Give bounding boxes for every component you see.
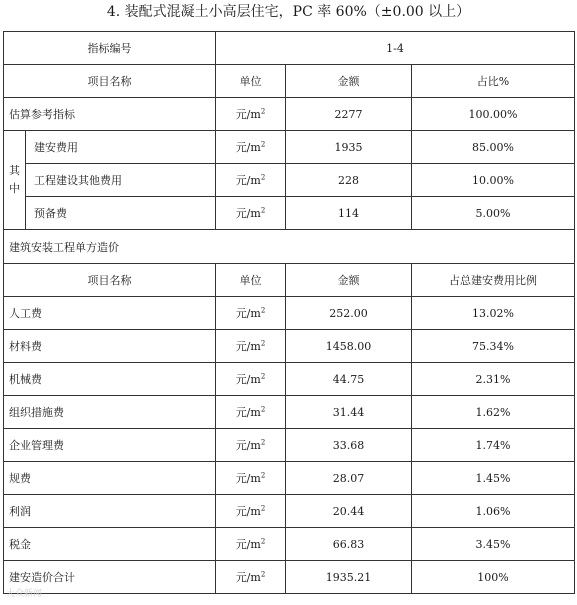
cost-item-name: 建安造价合计 bbox=[4, 561, 216, 594]
cost-item-amount: 20.44 bbox=[286, 495, 412, 528]
cost-item-unit: 元$/m^2$ bbox=[216, 462, 286, 495]
cost-item-unit: 元$/m^2$ bbox=[216, 363, 286, 396]
page-title: 4. 装配式混凝土小高层住宅，PC 率 60%（±0.00 以上） bbox=[106, 4, 471, 20]
group-row bbox=[4, 131, 575, 164]
header-unit: 单位 bbox=[216, 264, 286, 297]
cost-item-name: 税金 bbox=[4, 528, 216, 561]
group-item-unit: 元$/m^2$ bbox=[216, 197, 286, 230]
section-title-row bbox=[4, 230, 575, 264]
cost-item-unit: 元$/m^2$ bbox=[216, 429, 286, 462]
header-row-1 bbox=[4, 65, 575, 98]
cost-item-name: 规费 bbox=[4, 462, 216, 495]
cost-item-unit: 元$/m^2$ bbox=[216, 396, 286, 429]
header-row-2 bbox=[4, 264, 575, 297]
group-item-name: 建安费用 bbox=[26, 131, 216, 164]
table-row bbox=[4, 396, 575, 429]
cost-item-unit: 元$/m^2$ bbox=[216, 561, 286, 594]
cost-item-name: 企业管理费 bbox=[4, 429, 216, 462]
group-item-name: 工程建设其他费用 bbox=[26, 164, 216, 197]
table-row bbox=[4, 297, 575, 330]
estimate-ratio: 100.00% bbox=[412, 98, 575, 131]
group-item-amount: 114 bbox=[286, 197, 412, 230]
cost-item-unit: 元$/m^2$ bbox=[216, 297, 286, 330]
header-unit: 单位 bbox=[216, 65, 286, 98]
cost-item-name: 材料费 bbox=[4, 330, 216, 363]
group-row bbox=[4, 197, 575, 230]
cost-item-amount: 31.44 bbox=[286, 396, 412, 429]
estimate-row bbox=[4, 98, 575, 131]
estimate-unit: 元$/m^2$ bbox=[216, 98, 286, 131]
cost-item-unit: 元$/m^2$ bbox=[216, 495, 286, 528]
cost-item-amount: 66.83 bbox=[286, 528, 412, 561]
cost-item-ratio: 3.45% bbox=[412, 528, 575, 561]
group-item-amount: 1935 bbox=[286, 131, 412, 164]
group-item-amount: 228 bbox=[286, 164, 412, 197]
header-amount: 金额 bbox=[286, 264, 412, 297]
table-row bbox=[4, 330, 575, 363]
estimate-name: 估算参考指标 bbox=[4, 98, 216, 131]
cost-item-unit: 元$/m^2$ bbox=[216, 528, 286, 561]
cost-item-amount: 252.00 bbox=[286, 297, 412, 330]
header-name: 项目名称 bbox=[4, 65, 216, 98]
index-label: 指标编号 bbox=[4, 32, 216, 65]
table-row bbox=[4, 363, 575, 396]
cost-item-name: 组织措施费 bbox=[4, 396, 216, 429]
table-row bbox=[4, 495, 575, 528]
cost-item-ratio: 100% bbox=[412, 561, 575, 594]
group-item-ratio: 10.00% bbox=[412, 164, 575, 197]
cost-item-name: 人工费 bbox=[4, 297, 216, 330]
cost-item-amount: 1935.21 bbox=[286, 561, 412, 594]
cost-item-amount: 44.75 bbox=[286, 363, 412, 396]
table-row bbox=[4, 462, 575, 495]
cost-item-name: 利润 bbox=[4, 495, 216, 528]
cost-items bbox=[4, 297, 575, 594]
table-row bbox=[4, 528, 575, 561]
group-item-name: 预备费 bbox=[26, 197, 216, 230]
cost-item-ratio: 75.34% bbox=[412, 330, 575, 363]
cost-item-ratio: 1.74% bbox=[412, 429, 575, 462]
table-row bbox=[4, 561, 575, 594]
header-ratio: 占比% bbox=[412, 65, 575, 98]
group-row bbox=[4, 164, 575, 197]
cost-item-amount: 33.68 bbox=[286, 429, 412, 462]
cost-item-amount: 28.07 bbox=[286, 462, 412, 495]
index-row bbox=[4, 32, 575, 65]
estimate-amount: 2277 bbox=[286, 98, 412, 131]
index-value: 1-4 bbox=[216, 32, 575, 65]
cost-item-ratio: 13.02% bbox=[412, 297, 575, 330]
cost-item-name: 机械费 bbox=[4, 363, 216, 396]
group-item-ratio: 5.00% bbox=[412, 197, 575, 230]
table-row bbox=[4, 429, 575, 462]
cost-index-table bbox=[3, 31, 575, 594]
group-item-unit: 元$/m^2$ bbox=[216, 131, 286, 164]
cost-item-ratio: 2.31% bbox=[412, 363, 575, 396]
group-label: 其 中 bbox=[4, 131, 26, 230]
header-ratio: 占总建安费用比例 bbox=[412, 264, 575, 297]
section-title: 建筑安装工程单方造价 bbox=[4, 230, 575, 264]
cost-item-amount: 1458.00 bbox=[286, 330, 412, 363]
group-item-ratio: 85.00% bbox=[412, 131, 575, 164]
cost-item-unit: 元$/m^2$ bbox=[216, 330, 286, 363]
cost-item-ratio: 1.62% bbox=[412, 396, 575, 429]
header-amount: 金额 bbox=[286, 65, 412, 98]
watermark: 大众新闻 bbox=[6, 589, 43, 599]
header-name: 项目名称 bbox=[4, 264, 216, 297]
group-item-unit: 元$/m^2$ bbox=[216, 164, 286, 197]
cost-item-ratio: 1.06% bbox=[412, 495, 575, 528]
cost-item-ratio: 1.45% bbox=[412, 462, 575, 495]
